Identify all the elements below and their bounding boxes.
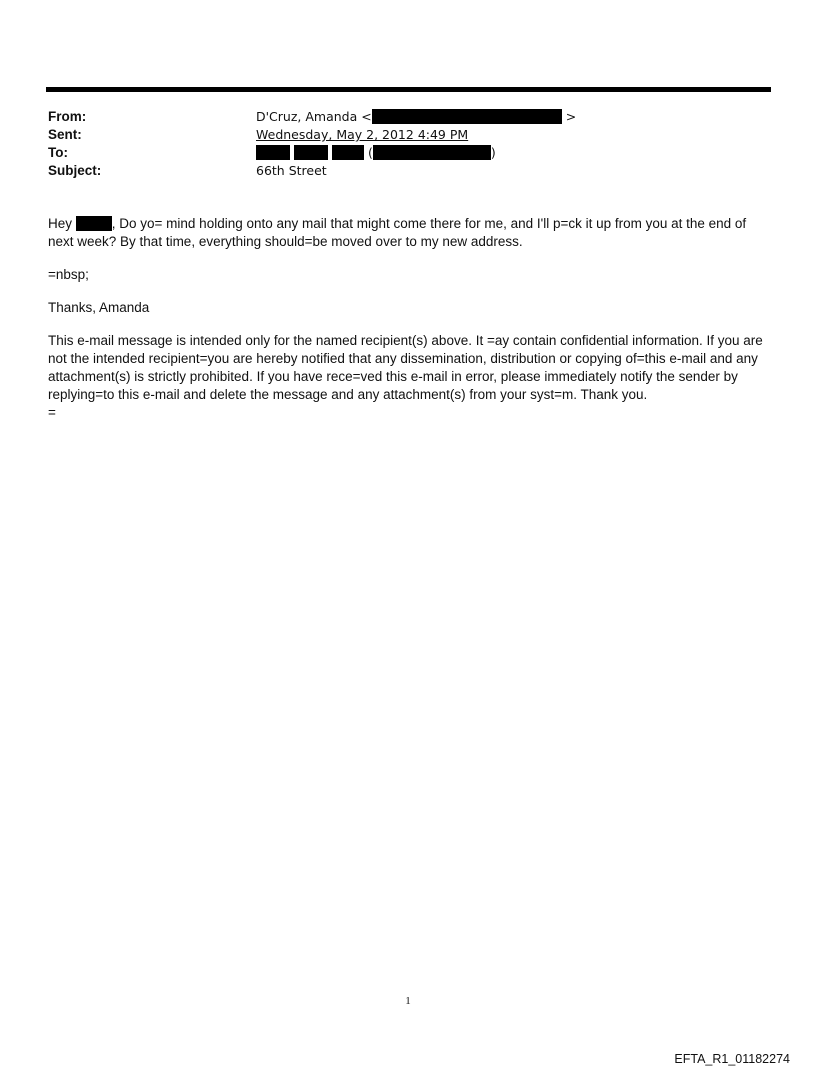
from-close: > [565,109,577,124]
from-label: From: [48,109,87,124]
sent-label: Sent: [48,127,82,142]
message-paragraph [48,215,770,251]
redaction-to-middle [294,145,328,160]
message-text: , Do yo= mind holding onto any mail that might come there for me, and I'll p=ck it up from you at the end of next week? By that time, everything should=be moved over to my new address. [48,216,747,249]
to-value [256,144,496,162]
sign-off: Thanks, Amanda [48,300,150,315]
nbsp-line: =nbsp; [48,267,89,282]
email-header [48,108,768,180]
bates-number: EFTA_R1_01182274 [674,1052,790,1066]
redaction-recipient-name [76,216,112,231]
to-label: To: [48,145,68,160]
greeting-prefix: Hey [48,216,76,231]
subject-row [48,162,768,180]
page-number: 1 [405,995,411,1007]
sent-row [48,126,768,144]
to-open-paren: ( [367,145,373,160]
redaction-to-first [256,145,290,160]
redaction-to-email [373,145,491,160]
from-name: D'Cruz, Amanda < [256,109,372,124]
redaction-from-email [372,109,562,124]
redaction-to-last [332,145,364,160]
to-close-paren: ) [490,145,496,160]
from-row [48,108,768,126]
to-row [48,144,768,162]
sent-value: Wednesday, May 2, 2012 4:49 PM [256,127,469,142]
trailing-equals: = [48,405,56,420]
email-body [48,215,770,422]
confidentiality-disclaimer: This e-mail message is intended only for the named recipient(s) above. It =ay contain confidential information. If you are not the intended recipient=you are hereby notified that any dissemination, distribution or copying of=this e-mail and any attachment(s) is strictly prohibited. If you have rece=ved this e-mail in error, please immediately notify the sender by replying=to this e-mail and delete the message and any attachment(s) from your syst=m. Thank you. [48,333,763,402]
subject-label: Subject: [48,163,102,178]
header-divider [46,87,771,92]
subject-value: 66th Street [256,163,327,178]
from-value [256,108,576,126]
